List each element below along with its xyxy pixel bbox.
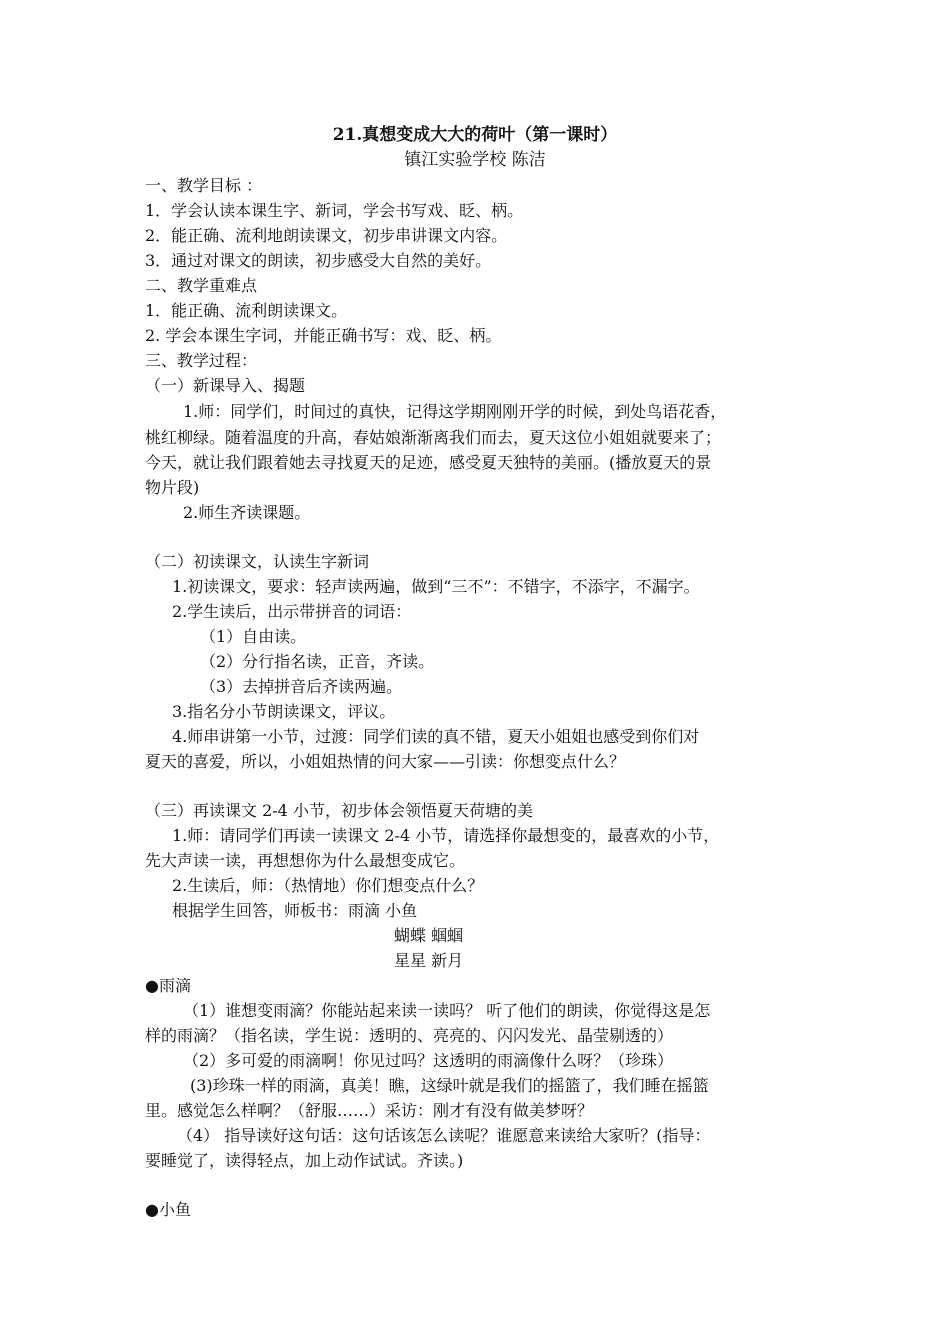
part1-paragraph-line: 1.师：同学们，时间过的真快，记得这学期刚刚开学的时候，到处鸟语花香，: [183, 402, 727, 421]
goal-item: 2．能正确、流利地朗读课文，初步串讲课文内容。: [145, 226, 508, 245]
keypoints-heading: 二、教学重难点: [145, 276, 258, 295]
process-heading: 三、教学过程：: [145, 351, 258, 370]
goals-heading: 一、教学目标 ：: [145, 176, 263, 195]
part1-paragraph-line: 桃红柳绿。随着温度的升高，春姑娘渐渐离我们而去，夏天这位小姐姐就要来了；: [145, 428, 722, 447]
part2-step-4-line: 4.师串讲第一小节，过渡：同学们读的真不错，夏天小姐姐也感受到你们对: [172, 727, 700, 746]
board-notes-line: 根据学生回答，师板书：雨滴 小鱼: [172, 901, 418, 920]
part2-step-1: 1.初读课文，要求：轻声读两遍，做到“三不”：不错字，不添字，不漏字。: [172, 577, 700, 596]
part3-step-2: 2.生读后，师：（热情地）你们想变点什么？: [172, 876, 484, 895]
raindrop-q4-line: （4） 指导读好这句话：这句话该怎么读呢？谁愿意来读给大家听？(指导：: [177, 1126, 711, 1145]
keypoint-item: 2. 学会本课生字词，并能正确书写：戏、眨、柄。: [145, 326, 502, 345]
raindrop-q3-line: 里。感觉怎么样啊？（舒服……）采访：刚才有没有做美梦呀？: [145, 1101, 594, 1120]
part1-step-2: 2.师生齐读课题。: [183, 503, 311, 522]
document-title: 21.真想变成大大的荷叶（第一课时）: [332, 125, 618, 145]
part2-step-3: 3.指名分小节朗读课文，评议。: [172, 702, 396, 721]
part2-substep: （1）自由读。: [200, 627, 307, 646]
part2-step-2: 2.学生读后，出示带拼音的词语：: [172, 602, 412, 621]
keypoint-item: 1．能正确、流利朗读课文。: [145, 301, 348, 320]
board-notes-line: 星星 新月: [394, 951, 464, 970]
board-notes-line: 蝴蝶 蝈蝈: [394, 926, 464, 945]
part2-heading: （二）初读课文，认读生字新词: [145, 552, 370, 571]
raindrop-q1-line: （1）谁想变雨滴？你能站起来读一读吗？ 听了他们的朗读，你觉得这是怎: [183, 1001, 711, 1020]
raindrop-heading: ●雨滴: [145, 976, 191, 995]
part2-substep: （3）去掉拼音后齐读两遍。: [200, 677, 403, 696]
raindrop-q1-line: 样的雨滴？（指名读，学生说：透明的、亮亮的、闪闪发光、晶莹剔透的）: [145, 1026, 674, 1045]
raindrop-q4-line: 要睡觉了，读得轻点，加上动作试试。齐读。): [145, 1151, 464, 1170]
raindrop-q2: （2）多可爱的雨滴啊！你见过吗？这透明的雨滴像什么呀？（珍珠）: [183, 1051, 674, 1070]
part2-substep: （2）分行指名读，正音，齐读。: [200, 652, 435, 671]
part3-step-1-line: 1.师：请同学们再读一读课文 2-4 小节，请选择你最想变的，最喜欢的小节，: [172, 826, 720, 845]
raindrop-q3-line: (3)珍珠一样的雨滴，真美！瞧，这绿叶就是我们的摇篮了，我们睡在摇篮: [190, 1076, 709, 1095]
part3-step-1-line: 先大声读一读，再想想你为什么最想变成它。: [145, 851, 466, 870]
part1-paragraph-line: 今天，就让我们跟着她去寻找夏天的足迹，感受夏天独特的美丽。(播放夏天的景: [145, 453, 712, 472]
part1-heading: （一）新课导入、揭题: [145, 376, 306, 395]
goal-item: 1．学会认读本课生字、新词，学会书写戏、眨、柄。: [145, 201, 524, 220]
part3-heading: （三）再读课文 2-4 小节，初步体会领悟夏天荷塘的美: [145, 801, 533, 820]
goal-item: 3．通过对课文的朗读，初步感受大自然的美好。: [145, 251, 492, 270]
part1-paragraph-line: 物片段): [145, 478, 200, 497]
fish-heading: ●小鱼: [145, 1200, 191, 1219]
author-line: 镇江实验学校 陈洁: [404, 150, 546, 170]
part2-step-4-line: 夏天的喜爱，所以，小姐姐热情的问大家——引读：你想变点什么？: [145, 752, 626, 771]
